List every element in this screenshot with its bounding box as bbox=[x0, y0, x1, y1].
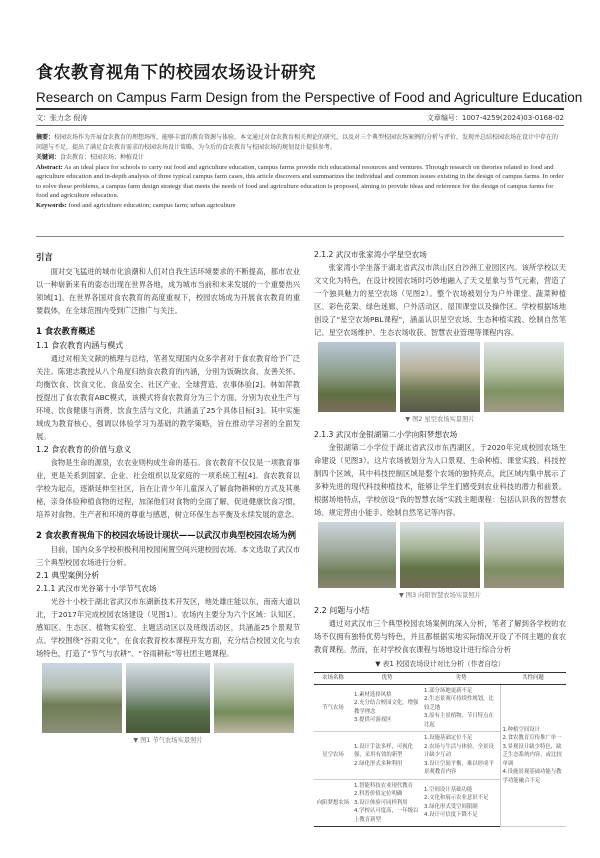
table-header: 劣势 bbox=[422, 673, 500, 685]
figure-1-photo-c bbox=[214, 663, 294, 733]
figure-3-photo-a bbox=[318, 522, 396, 588]
title-en: Research on Campus Farm Design from the Perspective of Food and Agriculture Education bbox=[36, 90, 583, 105]
paragraph-2: 目前，国内众多学校积极利用校园闲置空间兴建校园农场。本文选取了武汉市三个典型校园农场进行分析。 bbox=[36, 545, 300, 567]
table-cell: 1.设计手法多样，可视化强，采用有效的新型 2.绿化形式多种利用 bbox=[352, 732, 422, 780]
abstract-rule bbox=[36, 236, 564, 237]
abstract-en bbox=[36, 163, 564, 201]
abstract-en-label: Abstract: bbox=[36, 163, 63, 171]
figure-3 bbox=[314, 522, 566, 602]
table-cell: 1.空间设计基础功能 2.文化和展示农业意识不足 3.绿化形式受空间限制 4.设计可信度下降不足 bbox=[422, 779, 500, 827]
paragraph-2-1-1: 光谷十小校于湖北省武汉市东湖新技术开发区，地处雄庄能以东，南南大道以北，于2017年完成校园农场建设（见图1）。农场内主要分为六个区域：认知区、感知区、生态区、植物实验室、主题活动区以及班级活动区，共涵盖25个景观节点。学校围绕“谷雨文化”，在食农教育校本课程开发方面，充分结合校园文化与农场特色，打造了“节气与农耕”、“谷雨耕耘”等社团主题课程。 bbox=[36, 597, 300, 658]
paragraph-2-1-2: 张家湾小学坐落于湖北省武汉市洪山区白沙洲工业园区内。该所学校以天文文化为特色，在设计校园农场时巧妙地融入了天文星象与节气元素，营造了一个独具魅力的星空农场（见图2）。整个农场被划分为户外课堂、蔬菜种植区、彩色花架、绿色迷廊、户外活动区、屋顶课堂以及操作区。学校根据场地创设了“星空农场PBL课程”，涵盖认识星空农场、生态种植实践、绘制自然笔记、星空农场维护、生态农场收获、智慧农业管理等课程内容。 bbox=[314, 263, 566, 337]
table-cell: 1.设施基础定位不足 2.农场与生活与体验，全景设计缺少互动 3.设计空间平衡，难以形成平景观教育内容 bbox=[422, 732, 500, 780]
abstract-zh-label: 摘要： bbox=[36, 134, 55, 141]
keywords-zh-label: 关键词： bbox=[36, 153, 61, 161]
heading-1-2: 1.2 食农教育的价值与意义 bbox=[36, 445, 132, 454]
paragraph-2-1-3: 金银湖第二小学位于湖北省武汉市东西湖区，于2020年完成校园农场生命建设（见图3）。这片农场被划分为入口景观、生命种植、课堂实践、科技控制四个区域，其中科技控制区域是整个农场的独特亮点，此区域内集中展示了多种先进的现代科技种植技术，能够让学生们感受到农业科技的潜力和前景。根据场地特点，学校创设“我的智慧农场”实践主题课程：包括认识我的智慧农场、规定营由小能手、绘制自然笔记等内容。 bbox=[314, 443, 566, 517]
paragraph-2-2: 通过对武汉市三个典型校园农场案例的深入分析，笔者了解到各学校的农场不仅拥有独特优势与特色，并且都根据实地实际情况开设了不同主题的食农教育课程。然而，在对学校食农课程与场地设计进行综合分析 bbox=[314, 619, 566, 654]
keywords-zh bbox=[36, 153, 564, 163]
left-column bbox=[36, 248, 300, 749]
title-rule bbox=[36, 108, 564, 110]
table-header: 农场名称 bbox=[314, 673, 352, 685]
title-zh: 食农教育视角下的校园农场设计研究 bbox=[36, 63, 316, 83]
figure-1 bbox=[36, 663, 300, 747]
table-cell: 向阳梦想农场 bbox=[314, 779, 352, 827]
heading-2-2: 2.2 问题与小结 bbox=[314, 606, 370, 615]
table-header: 优势 bbox=[352, 673, 422, 685]
paragraph-1-2: 食物是生命的源泉，农农业则构成生命的基石。食农教育不仅仅是一项教育事业，更是关系到国家、企业、社会组织以及家庭的一项系统工程[4]。食农教育以学校为起点，逐渐延伸至社区，旨在让青少年儿童深入了解食物耕种的方式及其奥秘，亲身体验种植食物的过程，加深他们对食物的全面了解，促进健康饮食习惯，培养对食物、生产者和环境的尊重与感恩，树立环保生态平衡及永续发展的意念。 bbox=[36, 458, 300, 519]
keywords-en-text: food and agriculture education; campus farm; urban agriculture bbox=[68, 201, 236, 209]
table-1 bbox=[314, 672, 566, 827]
article-number: 文章编号：1007-4259(2024)03-0168-02 bbox=[426, 114, 564, 122]
table-cell: 1.素材选择风格 2.充分结合校园文化，增强教学理念 3.提供可游戏区 bbox=[352, 684, 422, 732]
figure-3-caption: ▼ 图3 向阳智慧农场实景照片 bbox=[398, 592, 482, 599]
keywords-en-label: Keywords: bbox=[36, 201, 67, 209]
table-row bbox=[314, 684, 566, 732]
header-rule bbox=[36, 125, 564, 126]
figure-2-photo-c bbox=[484, 342, 564, 412]
figure-2-photo-b bbox=[400, 342, 480, 412]
figure-1-caption: ▼ 图1 节气农场实景照片 bbox=[133, 737, 203, 744]
paragraph-intro: 面对交飞猛进的城市化浪潮和人们对自我生活环境要求的不断提高，都市农业以一种崭新来有的姿态出现在世界各地，成为城市当前和未来发展的一个重要热兴领域[1]。在世界各国对食农教育的高度重视下，校园农场成为开展食农教育的重要载体，在全球范围内受到广泛推广与关注。 bbox=[36, 267, 300, 315]
abstract-en-text: As an ideal place for schools to carry out food and agriculture education, campus farms provide rich educational resources and ventures. Through research on theories related to food and agriculture education and in-depth analysis of three typical campus farm cases, this article discovers and summarizes the individual and common issues existing in the design of campus farms. In order to solve these problems, a campus farm design strategy that meets the needs of food and agriculture education is proposed, aiming to provide ideas and reference for the design of campus farms for food and agriculture education. bbox=[36, 163, 564, 199]
figure-2-photo-a bbox=[318, 342, 396, 412]
table-cell: 1.部分场地更新不足 2.生态景观可持续性规划，比较乏地 3.原有主景植物，节日特点在比起 bbox=[422, 684, 500, 732]
table-1-caption: ▼ 表1 校园农场设计对比分析（作者自绘） bbox=[375, 660, 505, 668]
heading-2-1-2: 2.1.2 武汉市张家湾小学星空农场 bbox=[314, 250, 427, 259]
heading-section-2: 2 食农教育视角下的校园农场设计现状——以武汉市典型校园农场为例 bbox=[36, 530, 296, 540]
keywords-en bbox=[36, 201, 564, 210]
heading-2-1: 2.1 典型案例分析 bbox=[36, 571, 100, 580]
figure-1-photo-b bbox=[126, 663, 210, 733]
abstract-zh-text: 校园农场作为开展食农教育的理想场所，能够丰富的教育资源与体验，本文通过对食农教育相关理论的研究，以及对三个典型校园农场案例的分析与评价，发现并总结校园农场在设计中存在的问题与不足，提出了满足食农教育需求的校园农场设计策略，为今后的食农教育与校园农场的规划设计提供参考。 bbox=[36, 134, 559, 151]
table-cell: 节气农场 bbox=[314, 684, 352, 732]
heading-intro: 引言 bbox=[36, 252, 53, 262]
figure-3-photo-b bbox=[400, 522, 480, 588]
table-common-cell: 1.种植空间设计 2.食农教育宣传推广单一 3.景观设计缺少特色，缺乏生态系统内容，或比较单调 4.设施景观基础功能与教学功能融合不足 bbox=[500, 684, 566, 827]
figure-3-photo-c bbox=[484, 522, 564, 588]
figure-2 bbox=[314, 342, 566, 426]
heading-2-1-3: 2.1.3 武汉市金银湖第二小学向阳梦想农场 bbox=[314, 430, 458, 439]
figure-2-caption: ▼ 图2 星空农场实景照片 bbox=[405, 416, 475, 423]
right-column bbox=[314, 248, 566, 827]
abstract-block bbox=[36, 133, 564, 211]
heading-1-1: 1.1 食农教育内涵与模式 bbox=[36, 341, 124, 350]
figure-1-photo-a bbox=[42, 663, 122, 733]
keywords-zh-text: 食农教育；校园农场；种植设计 bbox=[60, 153, 145, 161]
table-cell: 1.智能科技农业现代教育 2.科普价值定位明确 3.设计体验可同样利用 4.学校认可度高，一年级以上教育新型 bbox=[352, 779, 422, 827]
abstract-zh bbox=[36, 133, 564, 152]
heading-section-1: 1 食农教育概述 bbox=[36, 326, 95, 336]
table-cell: 星空农场 bbox=[314, 732, 352, 780]
heading-2-1-1: 2.1.1 武汉市光谷第十小学节气农场 bbox=[36, 584, 157, 593]
authors: 文：张力念 倪涛 bbox=[36, 114, 88, 122]
paragraph-1-1: 通过对相关文献的梳理与总结，笔者发现国内众多学者对于食农教育给予广泛关注。陈建志教授从八个角度归纳食农教育的内涵，分别为饭碗饮食、友善关怀、均衡饮食、饮食文化、食品安全、社区产业、全球营造、农事体验[2]。林如萍教授提出了食农教育ABC模式，该模式将食农教育分为三个方面，分别为农业生产与环境、饮食健康与消费、饮食生活与文化，共涵盖了25个具体目标[3]。其中实施域成为教育核心，强调以体验学习为基础的教学策略，旨在推动学习者的全面发展。 bbox=[36, 354, 300, 441]
table-header: 共性问题 bbox=[500, 673, 566, 685]
